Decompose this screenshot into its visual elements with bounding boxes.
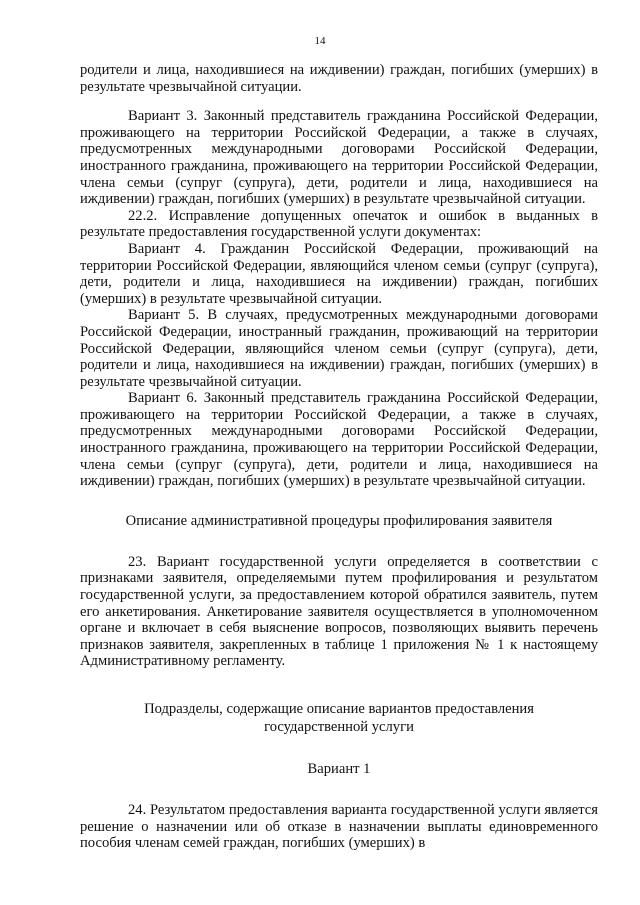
- paragraph-22-2: 22.2. Исправление допущенных опечаток и ошибок в выданных в результате предоставления государственной услуги документах:: [80, 207, 598, 241]
- paragraph-continuation: родители и лица, находившиеся на иждивении) граждан, погибших (умерших) в результате чрезвычайной ситуации.: [80, 62, 598, 95]
- paragraph-variant-3: Вариант 3. Законный представитель гражданина Российской Федерации, проживающего на территории Российской Федерации, а также в случаях, предусмотренных международными договорами Российской Федерации, иностранного гражданина, проживающего на территории Российской Федерации, члена семьи (супруг (супруга), дети, родители и лица, находившиеся на иждивении) граждан, погибших (умерших) в результате чрезвычайной ситуации.: [80, 108, 598, 208]
- page-number: 14: [314, 35, 326, 47]
- paragraph-23: 23. Вариант государственной услуги определяется в соответствии с признаками заявителя, определяемыми путем профилирования и результатом государственной услуги, за предоставлением которой обратился заявитель, путем его анкетирования. Анкетирование заявителя осуществляется в уполномоченном органе и включает в себя выяснение вопросов, позволяющих выявить перечень признаков заявителя, закрепленных в таблице 1 приложения № 1 к настоящему Административному регламенту.: [80, 553, 598, 670]
- heading-variant-1: Вариант 1: [307, 761, 371, 777]
- heading-profiling: Описание административной процедуры профилирования заявителя: [125, 512, 553, 529]
- paragraph-24: 24. Результатом предоставления варианта государственной услуги является решение о назначении или об отказе в назначении выплаты единовременного пособия членам семей граждан, погибших (умерших) в: [80, 802, 598, 852]
- paragraph-variant-4: Вариант 4. Гражданин Российской Федерации, проживающий на территории Российской Федерации, являющийся членом семьи (супруг (супруга), дети, родители и лица, находившиеся на иждивении) граждан, погибших (умерших) в результате чрезвычайной ситуации.: [80, 240, 598, 307]
- document-body: [80, 62, 598, 852]
- heading-subsections: Подразделы, содержащие описание вариантов предоставления государственной услуги: [144, 701, 534, 735]
- paragraph-variant-6: Вариант 6. Законный представитель гражданина Российской Федерации, проживающего на территории Российской Федерации, а также в случаях, предусмотренных международными договорами Российской Федерации, иностранного гражданина, проживающего на территории Российской Федерации, члена семьи (супруг (супруга), дети, родители и лица, находившиеся на иждивении) граждан, погибших (умерших) в результате чрезвычайной ситуации.: [80, 390, 598, 490]
- paragraph-variant-5: Вариант 5. В случаях, предусмотренных международными договорами Российской Федерации, иностранный гражданин, проживающий на территории Российской Федерации, являющийся членом семьи (супруг (супруга), дети, родители и лица, находившиеся на иждивении) граждан, погибших (умерших) в результате чрезвычайной ситуации.: [80, 307, 598, 390]
